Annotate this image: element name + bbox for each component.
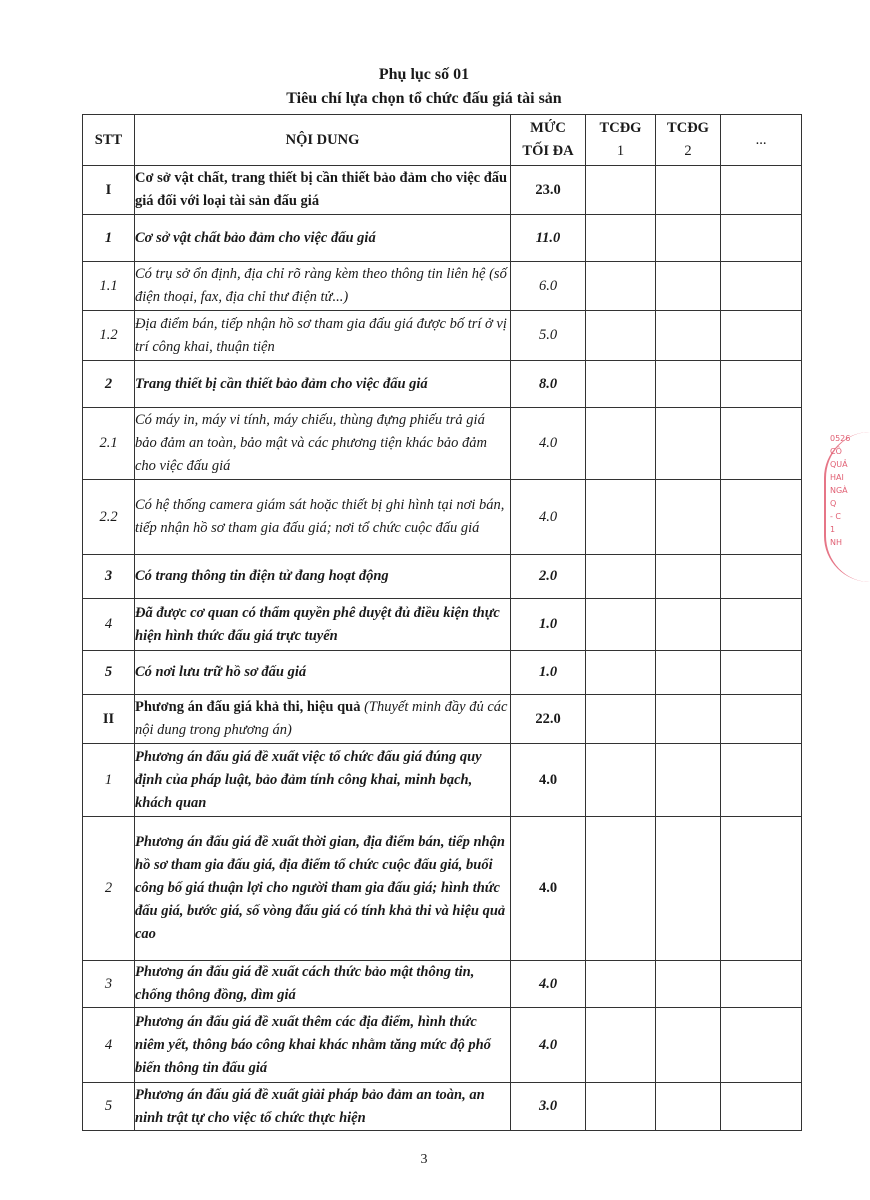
seal-stamp-text: NGÀ: [830, 486, 848, 495]
seal-stamp: [824, 432, 870, 582]
row-more-cell[interactable]: [721, 361, 802, 408]
table-row: [83, 695, 802, 744]
row-tcdg2-cell[interactable]: [656, 262, 721, 311]
table-header-row: [83, 115, 802, 166]
row-tcdg2-cell[interactable]: [656, 408, 721, 480]
seal-stamp-text: 1: [830, 525, 836, 534]
row-content: Phương án đấu giá đề xuất cách thức bảo mật thông tin, chống thông đồng, dìm giá: [135, 961, 511, 1008]
row-max-score: 5.0: [511, 311, 586, 361]
row-more-cell[interactable]: [721, 695, 802, 744]
row-stt: 5: [83, 651, 135, 695]
row-more-cell[interactable]: [721, 1008, 802, 1083]
table-row: [83, 311, 802, 361]
header-more: ...: [721, 115, 802, 166]
seal-stamp-text: Q: [830, 499, 837, 508]
row-stt: I: [83, 166, 135, 215]
row-content: Đã được cơ quan có thẩm quyền phê duyệt đủ điều kiện thực hiện hình thức đấu giá trực tuyến: [135, 599, 511, 651]
row-more-cell[interactable]: [721, 817, 802, 961]
header-max-line1: MỨC: [530, 120, 566, 136]
row-more-cell[interactable]: [721, 408, 802, 480]
row-tcdg2-cell[interactable]: [656, 817, 721, 961]
row-stt: 4: [83, 599, 135, 651]
row-content: Cơ sở vật chất bảo đảm cho việc đấu giá: [135, 215, 511, 262]
row-content: Phương án đấu giá đề xuất giải pháp bảo đảm an toàn, an ninh trật tự cho việc tổ chức thực hiện: [135, 1083, 511, 1131]
row-tcdg2-cell[interactable]: [656, 1008, 721, 1083]
row-tcdg1-cell[interactable]: [586, 651, 656, 695]
table-row: [83, 599, 802, 651]
row-content: Có máy in, máy vi tính, máy chiếu, thùng đựng phiếu trả giá bảo đảm an toàn, bảo mật và các phương tiện khác bảo đảm cho việc đấu giá: [135, 408, 511, 480]
header-tcdg2: [656, 115, 721, 166]
header-tcdg1: [586, 115, 656, 166]
table-row: [83, 166, 802, 215]
row-tcdg2-cell[interactable]: [656, 744, 721, 817]
row-more-cell[interactable]: [721, 555, 802, 599]
row-content: Có nơi lưu trữ hồ sơ đấu giá: [135, 651, 511, 695]
row-tcdg2-cell[interactable]: [656, 599, 721, 651]
row-tcdg1-cell[interactable]: [586, 817, 656, 961]
row-max-score: 4.0: [511, 1008, 586, 1083]
row-content: Có trang thông tin điện tử đang hoạt động: [135, 555, 511, 599]
row-max-score: 4.0: [511, 408, 586, 480]
row-max-score: 22.0: [511, 695, 586, 744]
seal-stamp-text: 0526: [830, 434, 851, 443]
row-stt: 2.1: [83, 408, 135, 480]
row-content-italic: (Thuyết minh đầy đủ các nội dung trong phương án): [135, 699, 508, 738]
header-tcdg1-line1: TCĐG: [599, 120, 642, 136]
table-row: [83, 480, 802, 555]
table-row: [83, 408, 802, 480]
appendix-subtitle: Tiêu chí lựa chọn tổ chức đấu giá tài sản: [286, 90, 562, 107]
row-max-score: 2.0: [511, 555, 586, 599]
row-tcdg1-cell[interactable]: [586, 1008, 656, 1083]
row-more-cell[interactable]: [721, 215, 802, 262]
table-row: [83, 744, 802, 817]
row-more-cell[interactable]: [721, 599, 802, 651]
row-max-score: 1.0: [511, 651, 586, 695]
row-stt: 1.1: [83, 262, 135, 311]
row-more-cell[interactable]: [721, 262, 802, 311]
seal-stamp-text: QUẢ: [830, 460, 848, 469]
header-tcdg2-line2: 2: [684, 143, 692, 159]
row-stt: 2.2: [83, 480, 135, 555]
row-max-score: 8.0: [511, 361, 586, 408]
row-stt: 5: [83, 1083, 135, 1131]
row-content-bold: Phương án đấu giá khả thi, hiệu quả: [135, 699, 361, 715]
header-tcdg2-line1: TCĐG: [667, 120, 709, 136]
table-row: [83, 817, 802, 961]
row-content: Địa điểm bán, tiếp nhận hồ sơ tham gia đấu giá được bố trí ở vị trí công khai, thuận tiện: [135, 311, 511, 361]
seal-stamp-text: CÔ: [830, 447, 842, 456]
row-content: [135, 695, 511, 744]
row-more-cell[interactable]: [721, 480, 802, 555]
row-stt: 3: [83, 961, 135, 1008]
row-tcdg1-cell[interactable]: [586, 166, 656, 215]
table-row: [83, 361, 802, 408]
row-tcdg2-cell[interactable]: [656, 480, 721, 555]
row-more-cell[interactable]: [721, 961, 802, 1008]
row-max-score: 11.0: [511, 215, 586, 262]
row-tcdg1-cell[interactable]: [586, 311, 656, 361]
row-tcdg1-cell[interactable]: [586, 262, 656, 311]
row-stt: 2: [83, 361, 135, 408]
row-stt: 4: [83, 1008, 135, 1083]
row-content: Phương án đấu giá đề xuất thêm các địa điểm, hình thức niêm yết, thông báo công khai khác nhằm tăng mức độ phổ biến thông tin đấu giá: [135, 1008, 511, 1083]
row-tcdg1-cell[interactable]: [586, 695, 656, 744]
row-content: Phương án đấu giá đề xuất thời gian, địa điểm bán, tiếp nhận hồ sơ tham gia đấu giá, địa điểm tổ chức cuộc đấu giá, buổi công bố giá thuận lợi cho người tham gia đấu giá; hình thức đấu giá, bước giá, số vòng đấu giá có tính khả thi và hiệu quả cao: [135, 817, 511, 961]
row-content: Trang thiết bị cần thiết bảo đảm cho việc đấu giá: [135, 361, 511, 408]
row-content: Có hệ thống camera giám sát hoặc thiết bị ghi hình tại nơi bán, tiếp nhận hồ sơ tham gia đấu giá; nơi tổ chức cuộc đấu giá: [135, 480, 511, 555]
row-max-score: 4.0: [511, 817, 586, 961]
row-tcdg1-cell[interactable]: [586, 1083, 656, 1131]
row-tcdg1-cell[interactable]: [586, 555, 656, 599]
row-more-cell[interactable]: [721, 651, 802, 695]
row-stt: 2: [83, 817, 135, 961]
row-tcdg1-cell[interactable]: [586, 215, 656, 262]
row-max-score: 3.0: [511, 1083, 586, 1131]
page-number: 3: [420, 1152, 428, 1167]
table-row: [83, 961, 802, 1008]
row-max-score: 6.0: [511, 262, 586, 311]
table-row: [83, 1083, 802, 1131]
row-stt: 1.2: [83, 311, 135, 361]
row-tcdg1-cell[interactable]: [586, 744, 656, 817]
row-tcdg1-cell[interactable]: [586, 408, 656, 480]
seal-stamp-text: HAI: [830, 473, 844, 482]
row-stt: 1: [83, 215, 135, 262]
header-tcdg1-line2: 1: [616, 143, 625, 159]
row-stt: 1: [83, 744, 135, 817]
row-tcdg1-cell[interactable]: [586, 961, 656, 1008]
table-row: [83, 262, 802, 311]
row-tcdg2-cell[interactable]: [656, 1083, 721, 1131]
row-tcdg2-cell[interactable]: [656, 166, 721, 215]
table-row: [83, 1008, 802, 1083]
row-tcdg2-cell[interactable]: [656, 961, 721, 1008]
header-stt: STT: [83, 115, 135, 166]
row-max-score: 4.0: [511, 480, 586, 555]
row-tcdg2-cell[interactable]: [656, 695, 721, 744]
row-tcdg2-cell[interactable]: [656, 215, 721, 262]
row-content: Cơ sở vật chất, trang thiết bị cần thiết bảo đảm cho việc đấu giá đối với loại tài sản đấu giá: [135, 166, 511, 215]
header-content: NỘI DUNG: [135, 115, 511, 166]
row-tcdg1-cell[interactable]: [586, 480, 656, 555]
row-more-cell[interactable]: [721, 311, 802, 361]
header-max-line2: TỐI ĐA: [522, 143, 574, 159]
row-stt: 3: [83, 555, 135, 599]
seal-stamp-text: - C: [830, 512, 842, 521]
table-row: [83, 651, 802, 695]
seal-stamp-text: NH: [830, 538, 842, 547]
row-content: Có trụ sở ổn định, địa chỉ rõ ràng kèm theo thông tin liên hệ (số điện thoại, fax, địa chỉ thư điện tử...): [135, 262, 511, 311]
row-tcdg1-cell[interactable]: [586, 599, 656, 651]
row-max-score: 23.0: [511, 166, 586, 215]
table-row: [83, 555, 802, 599]
row-more-cell[interactable]: [721, 166, 802, 215]
criteria-table: [82, 114, 802, 1131]
appendix-title: Phụ lục số 01: [378, 66, 470, 83]
row-max-score: 4.0: [511, 961, 586, 1008]
row-content: Phương án đấu giá đề xuất việc tổ chức đấu giá đúng quy định của pháp luật, bảo đảm tính công khai, minh bạch, khách quan: [135, 744, 511, 817]
row-tcdg2-cell[interactable]: [656, 311, 721, 361]
row-max-score: 1.0: [511, 599, 586, 651]
row-stt: II: [83, 695, 135, 744]
row-tcdg1-cell[interactable]: [586, 361, 656, 408]
row-tcdg2-cell[interactable]: [656, 361, 721, 408]
table-row: [83, 215, 802, 262]
row-tcdg2-cell[interactable]: [656, 651, 721, 695]
row-more-cell[interactable]: [721, 744, 802, 817]
row-more-cell[interactable]: [721, 1083, 802, 1131]
row-max-score: 4.0: [511, 744, 586, 817]
row-tcdg2-cell[interactable]: [656, 555, 721, 599]
header-max-score: [511, 115, 586, 166]
